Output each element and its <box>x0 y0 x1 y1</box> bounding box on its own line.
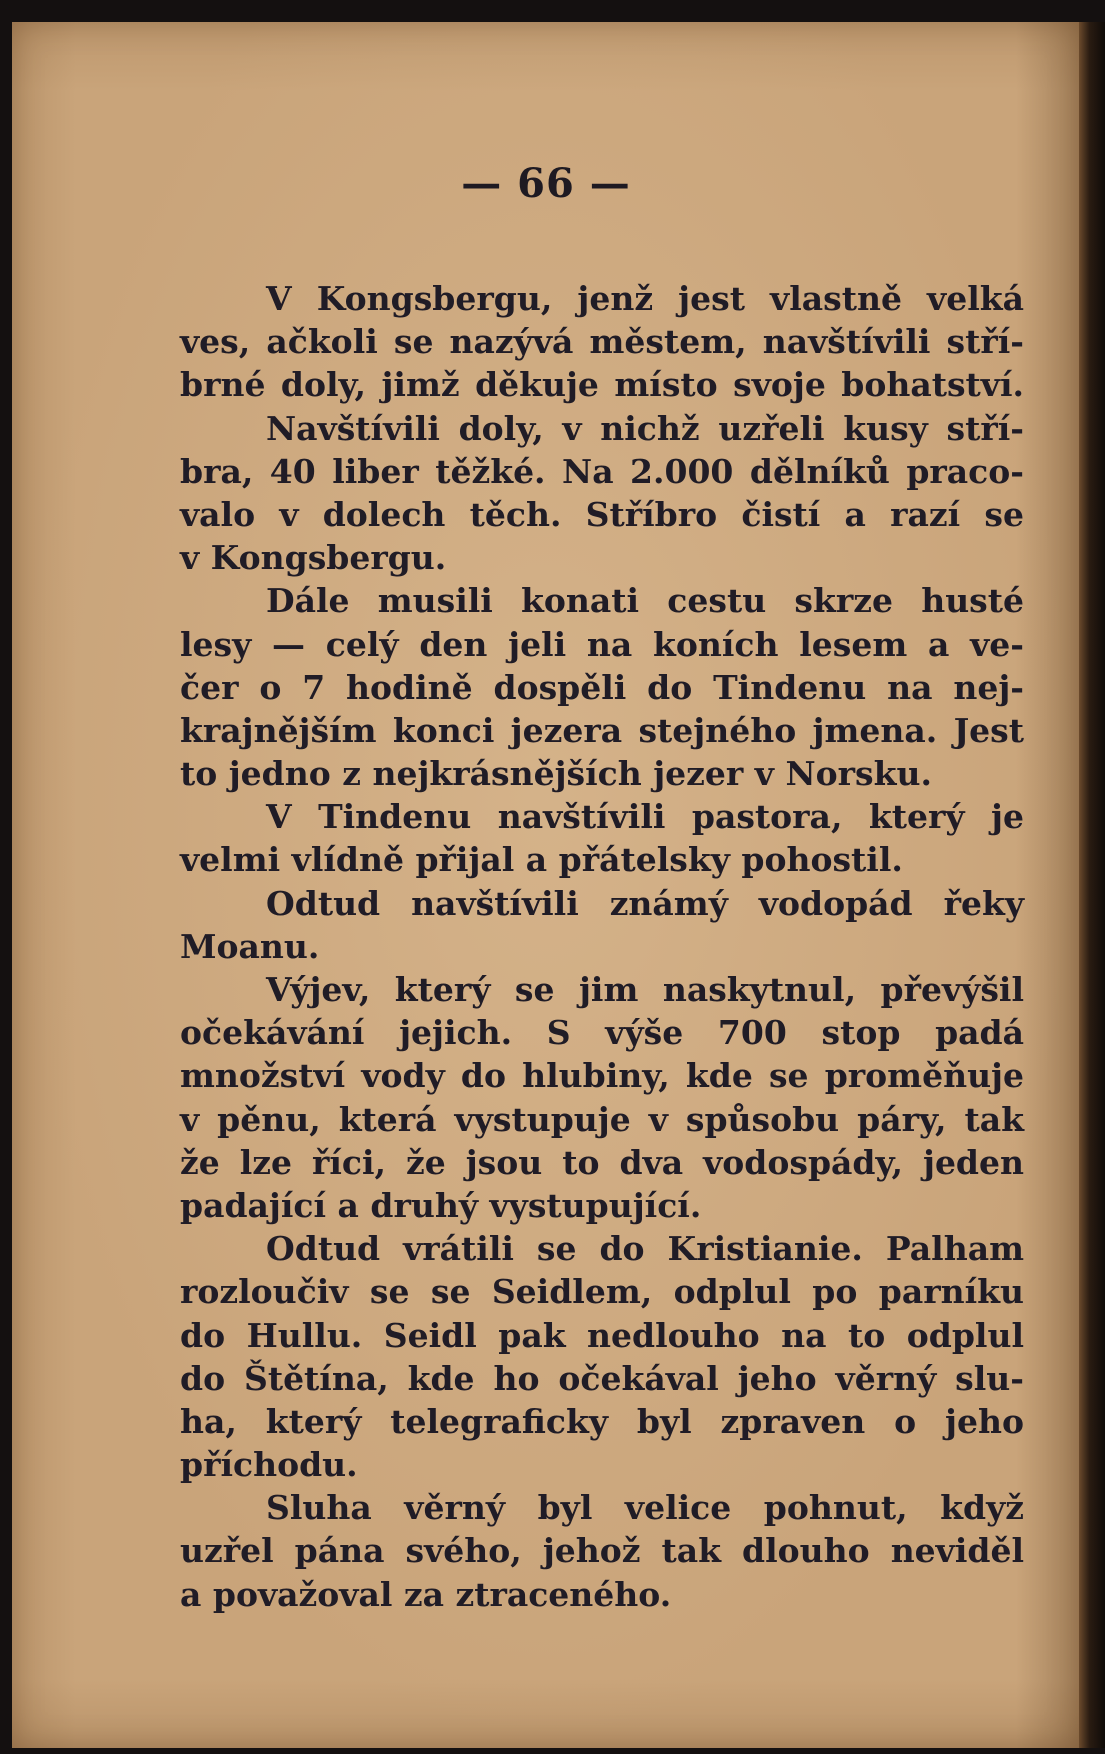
text-line: že lze říci, že jsou to dva vodospády, jeden <box>180 1142 1024 1182</box>
text-line: příchodu. <box>180 1445 358 1485</box>
text-line: brné doly, jimž děkuje místo svoje bohatství. <box>180 365 1024 405</box>
text-line: do Hullu. Seidl pak nedlouho na to odplul <box>180 1315 1024 1355</box>
text-line: V Kongsbergu, jenž jest vlastně velká <box>266 279 1024 318</box>
text-line: a považoval za ztraceného. <box>180 1574 672 1614</box>
text-line: množství vody do hlubiny, kde se proměňuje <box>180 1056 1024 1096</box>
text-line: padající a druhý vystupující. <box>180 1185 702 1225</box>
text-line: do Štětína, kde ho očekával jeho věrný slu- <box>180 1358 1024 1398</box>
text-line: valo v dolech těch. Stříbro čistí a razí se <box>180 494 1024 534</box>
text-line: bra, 40 liber těžké. Na 2.000 dělníků praco- <box>180 451 1024 491</box>
text-line: ves, ačkoli se nazývá městem, navštívili stří- <box>180 322 1024 362</box>
page-edge-shadow <box>1079 22 1105 1748</box>
text-line: v pěnu, která vystupuje v spůsobu páry, tak <box>180 1099 1024 1139</box>
text-line: rozloučiv se se Seidlem, odplul po parníku <box>180 1272 1024 1312</box>
text-line: krajnějším konci jezera stejného jmena. Jest <box>180 710 1024 750</box>
text-line: Moanu. <box>180 926 320 966</box>
text-line: v Kongsbergu. <box>180 538 447 578</box>
text-line: Odtud vrátili se do Kristianie. Palham <box>266 1229 1024 1269</box>
text-line: čer o 7 hodině dospěli do Tindenu na nej- <box>180 667 1024 707</box>
text-line: Odtud navštívili známý vodopád řeky <box>266 883 1024 923</box>
text-line: uzřel pána svého, jehož tak dlouho neviděl <box>180 1531 1024 1571</box>
text-line: Navštívili doly, v nichž uzřeli kusy stří- <box>266 408 1024 448</box>
text-line: Dále musili konati cestu skrze husté <box>266 581 1024 621</box>
text-line: V Tindenu navštívili pastora, který je <box>266 797 1024 837</box>
book-page <box>12 22 1080 1748</box>
body-text <box>180 277 1024 1616</box>
text-line: lesy — celý den jeli na koních lesem a ve- <box>180 624 1024 664</box>
text-line: ha, který telegraficky byl zpraven o jeho <box>180 1401 1024 1441</box>
text-line: to jedno z nejkrásnějších jezer v Norsku. <box>180 754 932 794</box>
text-line: očekávání jejich. S výše 700 stop padá <box>180 1013 1024 1053</box>
text-line: Výjev, který se jim naskytnul, převýšil <box>266 970 1024 1009</box>
text-line: velmi vlídně přijal a přátelsky pohostil. <box>180 840 903 880</box>
page-number: — 66 — <box>461 160 631 207</box>
text-line: Sluha věrný byl velice pohnut, když <box>266 1488 1024 1528</box>
